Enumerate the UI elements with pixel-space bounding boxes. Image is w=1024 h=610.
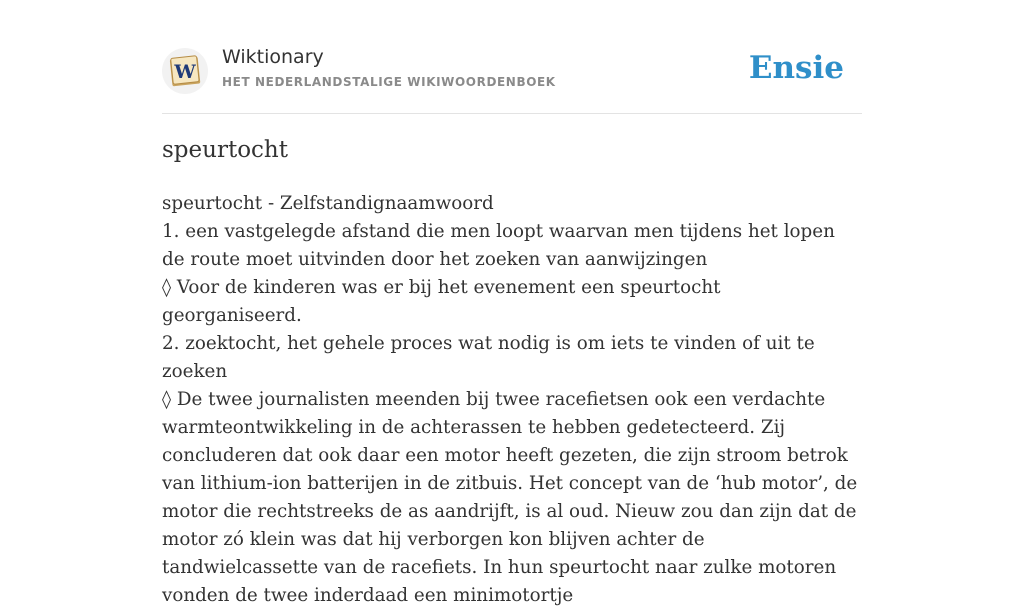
entry-content bbox=[162, 190, 862, 610]
example-2: ◊ De twee journalisten meenden bij twee racefietsen ook een verdachte warmteontwikkeling in de achterassen te hebben gedetecteerd. Zij concluderen dat ook daar een motor heeft gezeten, die zijn stroom betrok van lithium-ion batterijen in de zitbuis. Het concept van de ‘hub motor’, de motor die rechtstreeks de as aandrijft, is al oud. Nieuw zou dan zijn dat de motor zó klein was dat hij verborgen kon blijven achter de tandwielcassette van de racefiets. In hun speurtocht naar zulke motoren vonden de twee inderdaad een minimotortje bbox=[162, 389, 858, 606]
site-name[interactable]: Wiktionary bbox=[222, 46, 324, 68]
ensie-brand-logo[interactable]: Ensie bbox=[748, 50, 844, 86]
example-1: ◊ Voor de kinderen was er bij het evenement een speurtocht georganiseerd. bbox=[162, 277, 721, 326]
definition-2: 2. zoektocht, het gehele proces wat nodig is om iets te vinden of uit te zoeken bbox=[162, 333, 815, 382]
definition-1: 1. een vastgelegde afstand die men loopt waarvan men tijdens het lopen de route moet uitvinden door het zoeken van aanwijzingen bbox=[162, 221, 835, 270]
site-logo[interactable] bbox=[162, 48, 208, 94]
site-tagline: HET NEDERLANDSTALIGE WIKIWOORDENBOEK bbox=[222, 75, 556, 89]
page-title: speurtocht bbox=[162, 137, 288, 163]
entry-heading: speurtocht - Zelfstandignaamwoord bbox=[162, 193, 494, 214]
wiktionary-logo-icon bbox=[168, 54, 202, 88]
site-header bbox=[162, 45, 862, 114]
logo-letter: W bbox=[174, 61, 196, 83]
